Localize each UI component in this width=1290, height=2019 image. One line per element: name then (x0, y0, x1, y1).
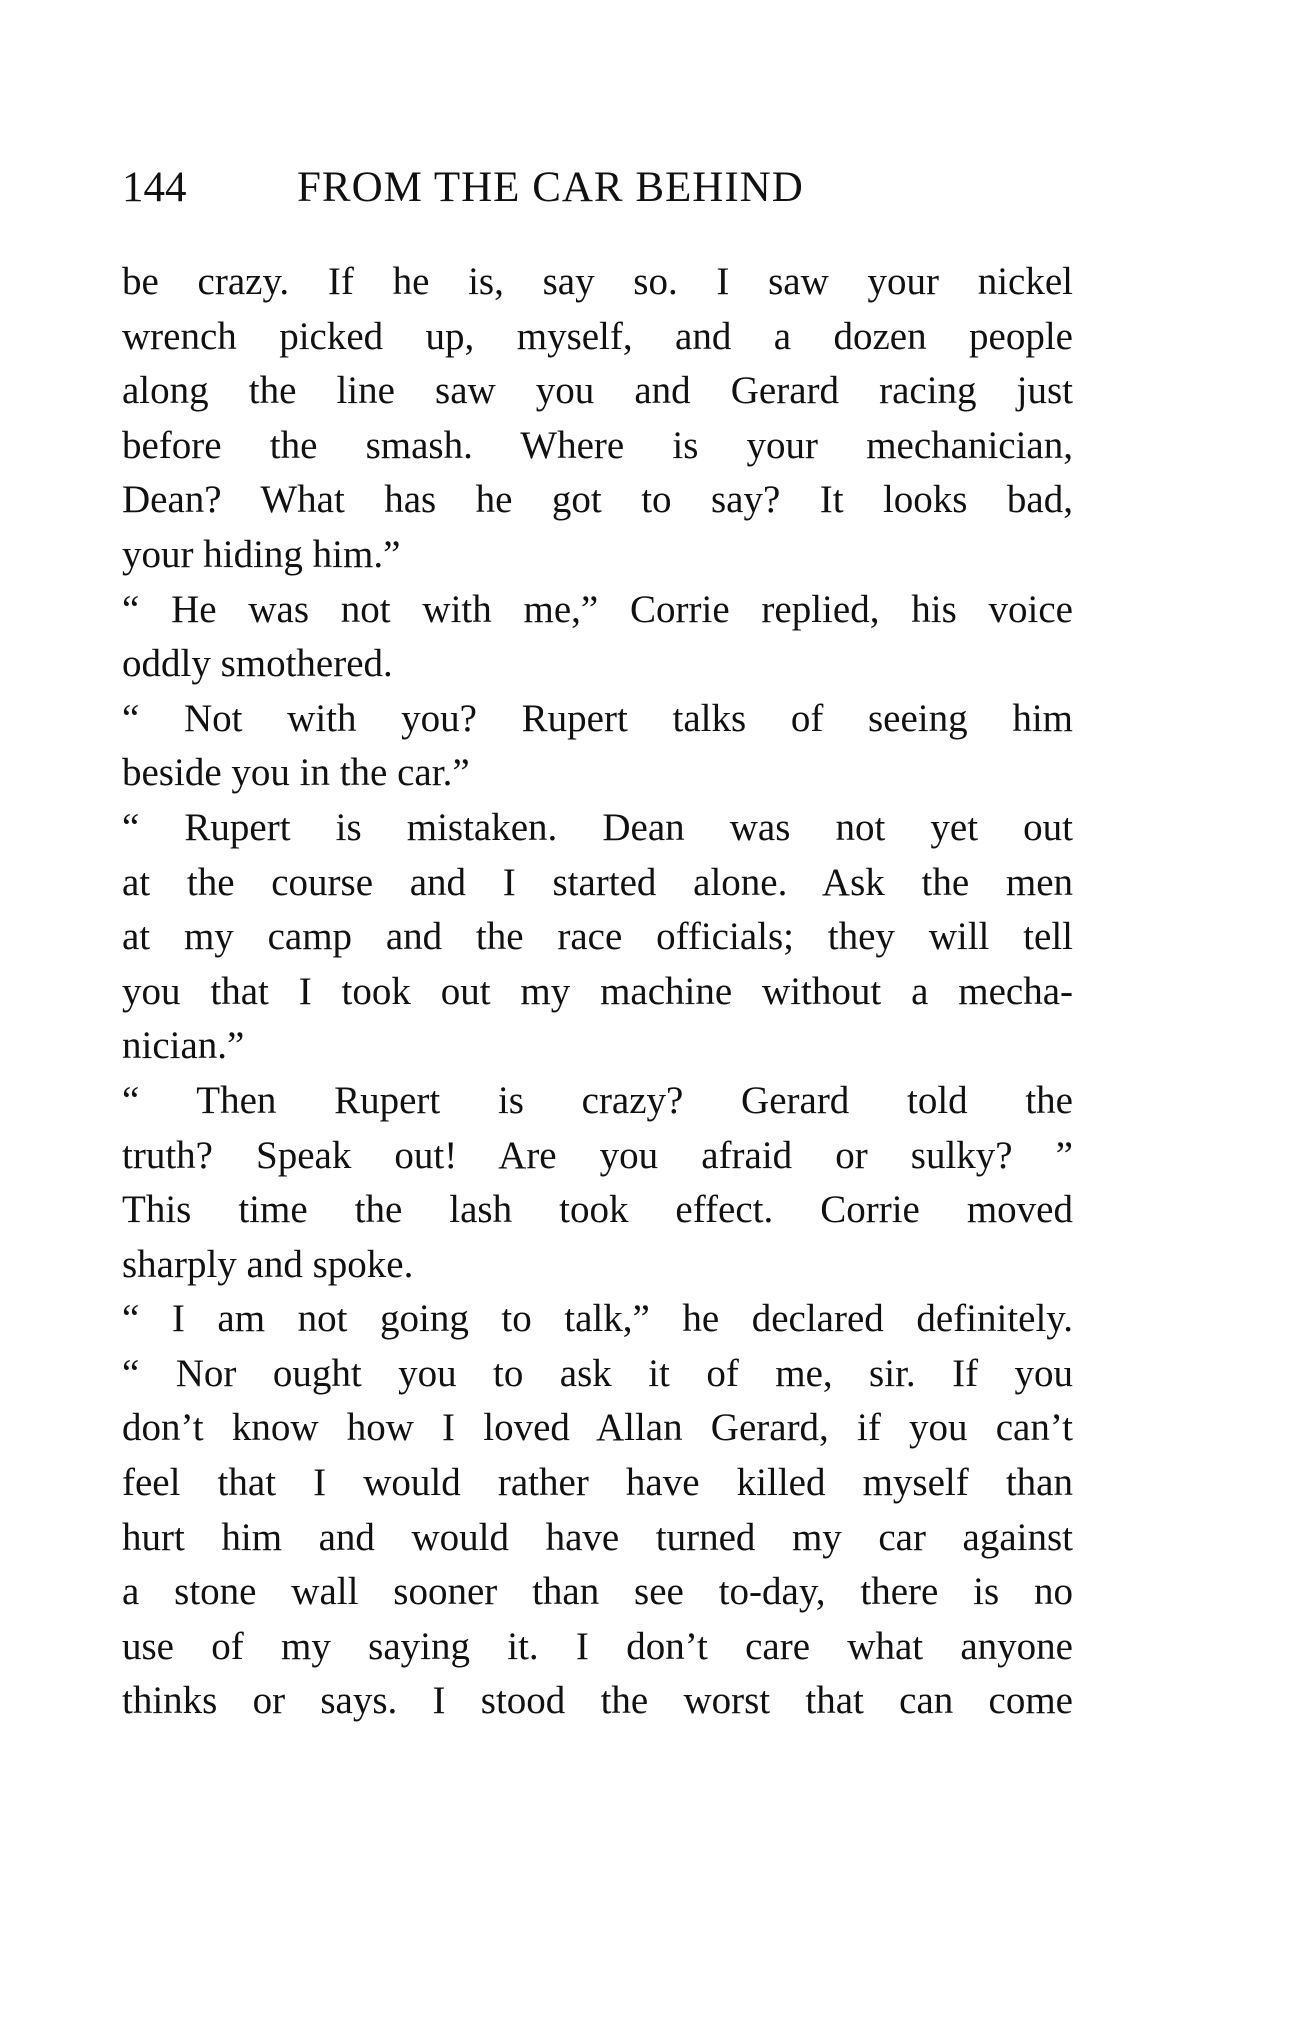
page-number: 144 (122, 164, 187, 211)
text-line: beside you in the car.” (122, 751, 470, 795)
running-head: FROM THE CAR BEHIND (297, 164, 804, 211)
text-line: oddly smothered. (122, 642, 393, 686)
text-line: along the line saw you and Gerard racing just (122, 369, 1073, 413)
text-line: use of my saying it. I don’t care what anyone (122, 1624, 1073, 1668)
text-line: don’t know how I loved Allan Gerard, if you can’t (122, 1406, 1073, 1450)
text-line: at the course and I started alone. Ask the men (122, 860, 1073, 904)
text-line: thinks or says. I stood the worst that can come (122, 1679, 1073, 1723)
text-line: sharply and spoke. (122, 1242, 414, 1286)
page-header (122, 158, 1072, 218)
text-line: hurt him and would have turned my car against (122, 1515, 1073, 1559)
text-line: “ Not with you? Rupert talks of seeing him (122, 696, 1073, 740)
text-line: “ Nor ought you to ask it of me, sir. If you (122, 1351, 1073, 1395)
text-line: truth? Speak out! Are you afraid or sulky? ” (122, 1133, 1073, 1177)
text-line: wrench picked up, myself, and a dozen people (122, 314, 1073, 358)
text-line: your hiding him.” (122, 532, 401, 576)
text-line: feel that I would rather have killed myself than (122, 1461, 1073, 1505)
text-line: nician.” (122, 1024, 245, 1068)
text-line: a stone wall sooner than see to-day, there is no (122, 1570, 1073, 1614)
text-line: “ I am not going to talk,” he declared definitely. (122, 1297, 1073, 1341)
text-line: “ Then Rupert is crazy? Gerard told the (122, 1078, 1073, 1122)
text-line: “ Rupert is mistaken. Dean was not yet out (122, 805, 1073, 849)
text-line: be crazy. If he is, say so. I saw your nickel (122, 260, 1073, 303)
text-line: This time the lash took effect. Corrie moved (122, 1188, 1073, 1232)
body-text (122, 255, 1073, 1729)
text-line: at my camp and the race officials; they will tell (122, 915, 1073, 959)
text-line: Dean? What has he got to say? It looks bad, (122, 478, 1073, 522)
text-line: you that I took out my machine without a mecha- (122, 969, 1073, 1013)
text-line: “ He was not with me,” Corrie replied, his voice (122, 587, 1073, 631)
text-line: before the smash. Where is your mechanician, (122, 423, 1073, 467)
